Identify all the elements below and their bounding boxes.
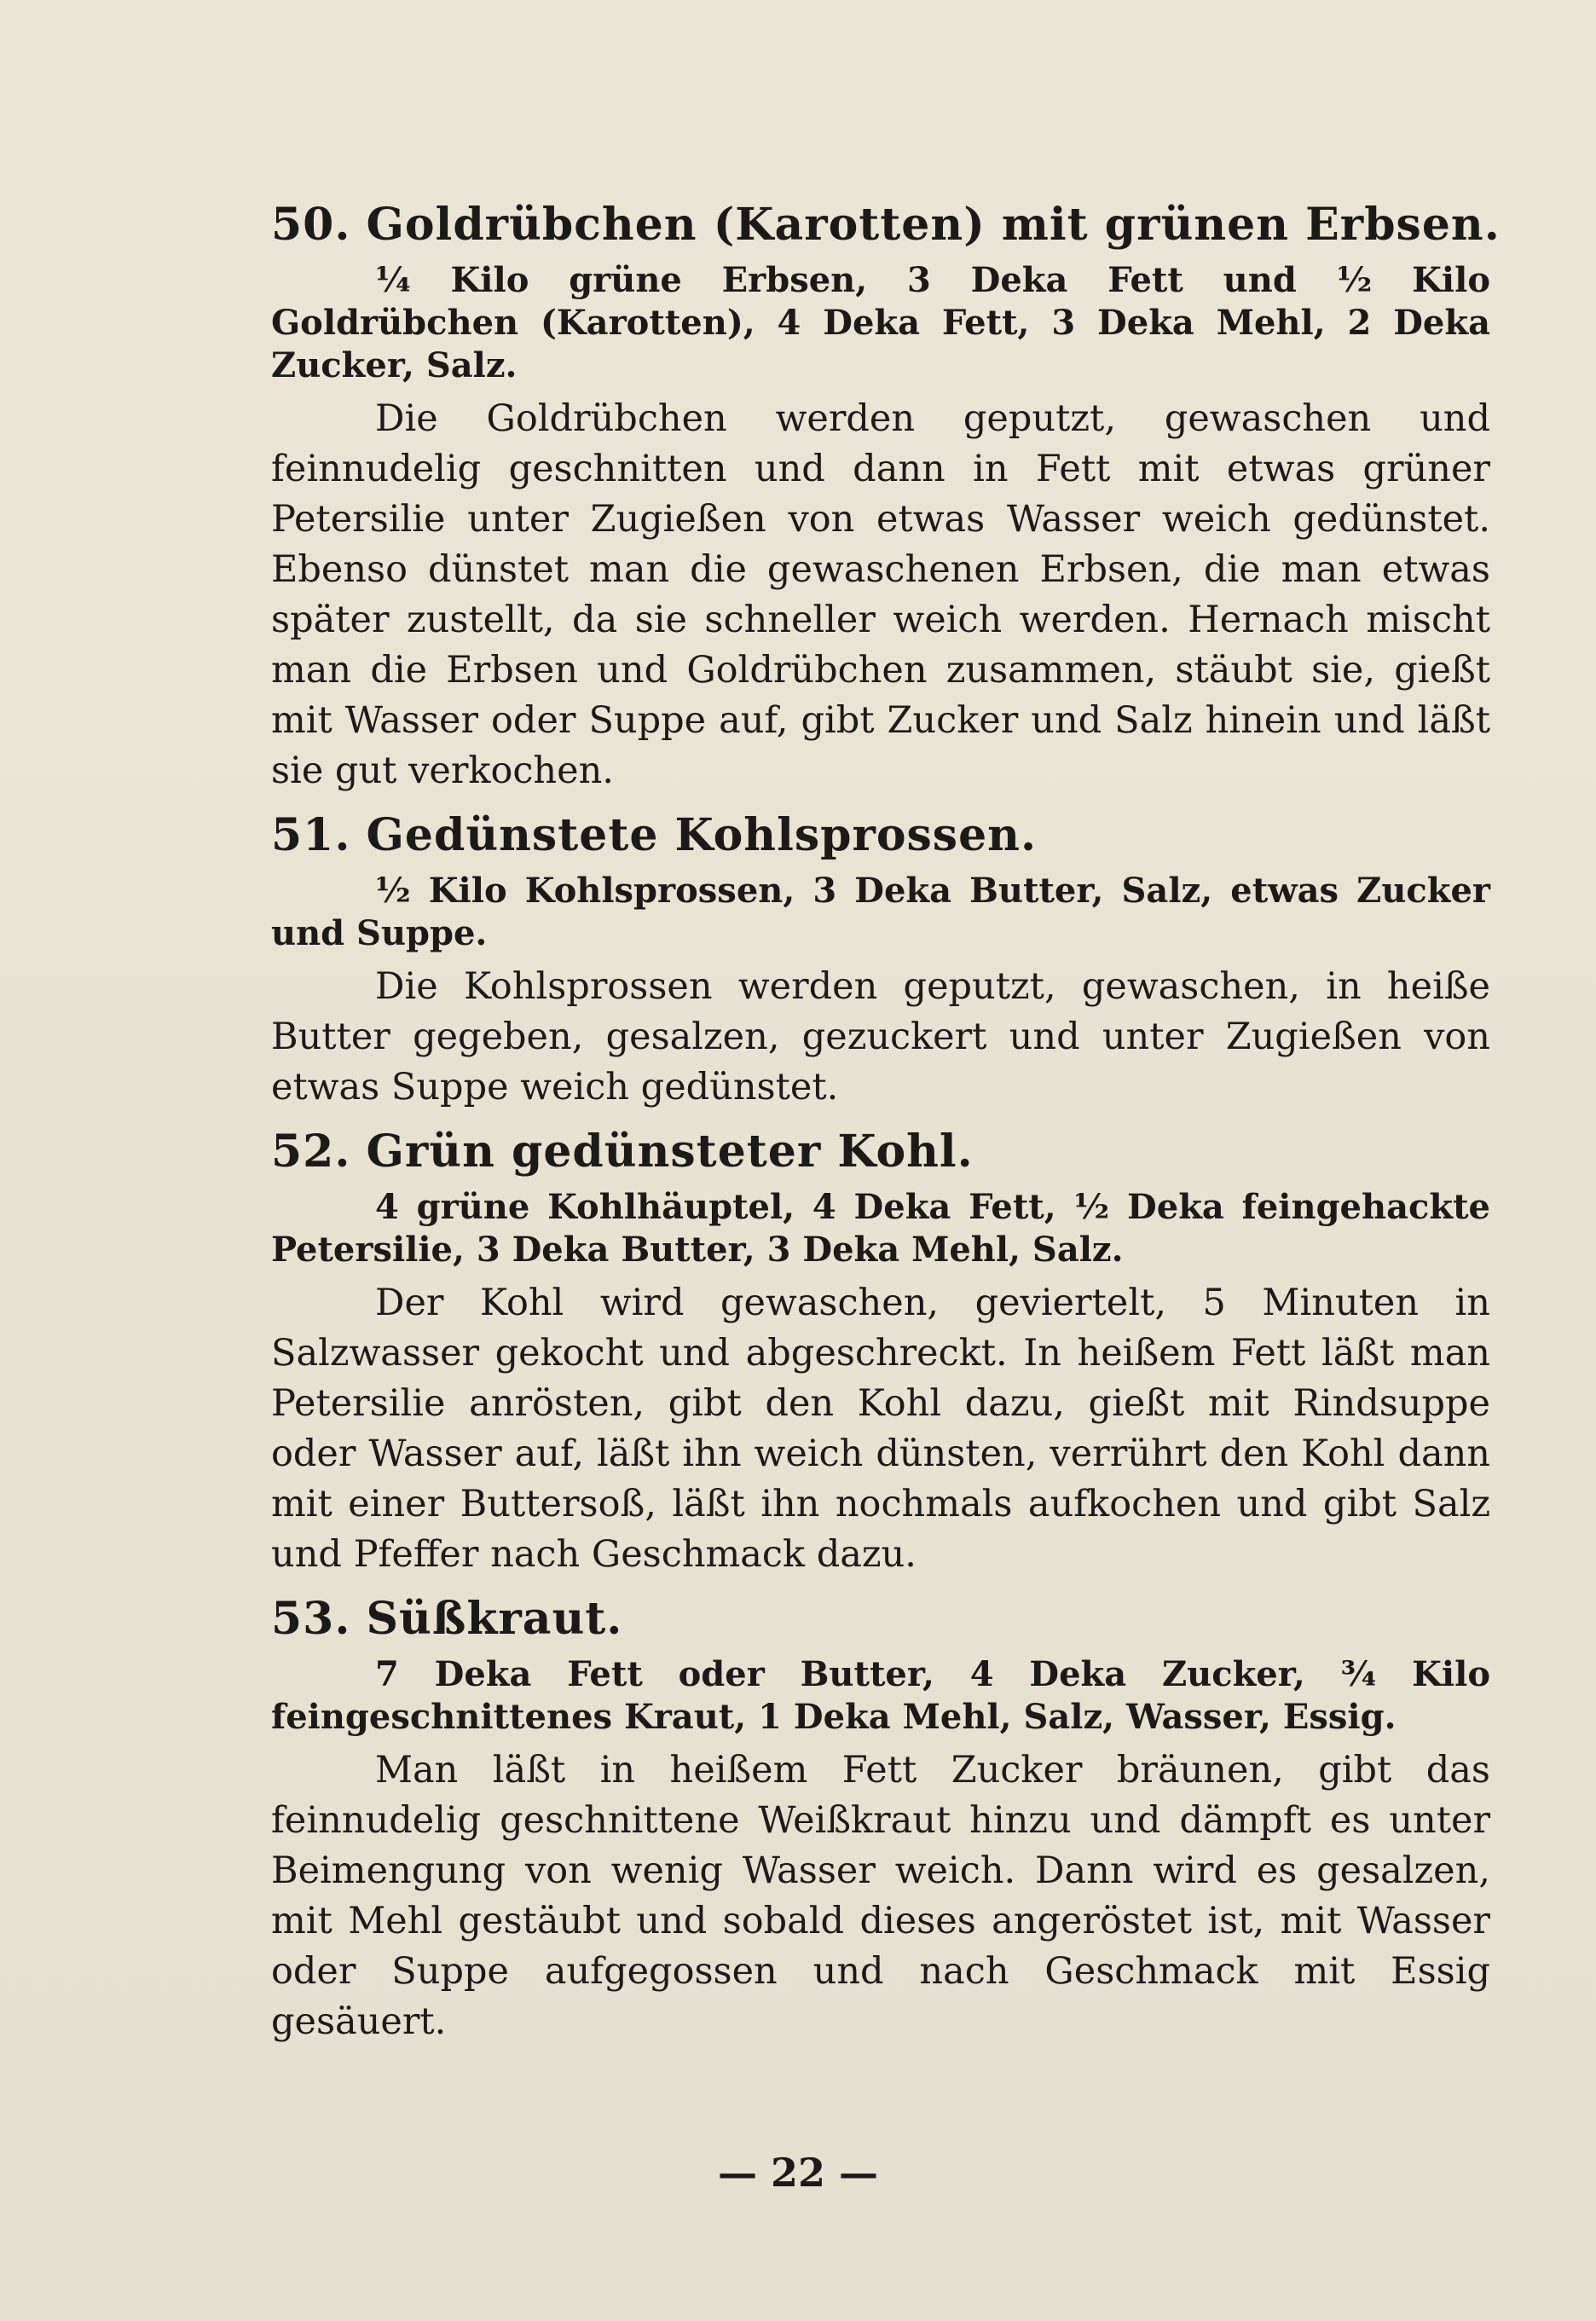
page-number: — 22 — xyxy=(717,2150,879,2196)
recipe-51 xyxy=(271,808,1490,1113)
recipe-ingredients: ½ Kilo Kohlsprossen, 3 Deka Butter, Salz, etwas Zucker und Suppe. xyxy=(271,871,1490,953)
recipe-ingredients: ¼ Kilo grüne Erbsen, 3 Deka Fett und ½ Kilo Goldrübchen (Karotten), 4 Deka Fett, 3 Deka Mehl, 2 Deka Zucker, Salz. xyxy=(271,260,1490,385)
recipe-ingredients: 4 grüne Kohlhäuptel, 4 Deka Fett, ½ Deka feingehackte Petersilie, 3 Deka Butter, 3 Deka Mehl, Salz. xyxy=(271,1187,1490,1270)
recipe-ingredients: 7 Deka Fett oder Butter, 4 Deka Zucker, ¾ Kilo feingeschnittenes Kraut, 1 Deka Mehl, Salz, Wasser, Essig. xyxy=(271,1654,1490,1737)
recipe-title-text: Grün gedünsteter Kohl. xyxy=(366,1126,974,1178)
recipe-number: 51. xyxy=(271,809,351,861)
recipe-number: 53. xyxy=(271,1593,351,1645)
recipe-title-text: Gedünstete Kohlsprossen. xyxy=(366,809,1038,861)
recipe-number: 52. xyxy=(271,1126,351,1178)
recipe-50 xyxy=(271,198,1501,796)
recipe-number: 50. xyxy=(271,199,351,251)
page-content xyxy=(271,198,1501,2059)
recipe-method: Man läßt in heißem Fett Zucker bräunen, gibt das feinnudelig geschnittene Weißkraut hinzu und dämpft es unter Beimengung von wenig Wasser weich. Dann wird es gesalzen, mit Mehl gestäubt und sobald dieses angeröstet ist, mit Wasser oder Suppe aufgegossen und nach Geschmack mit Essig gesäuert. xyxy=(271,1749,1490,2043)
recipe-title xyxy=(271,198,1501,252)
recipe-method: Der Kohl wird gewaschen, geviertelt, 5 Minuten in Salzwasser gekocht und abgeschreckt. In heißem Fett läßt man Petersilie anrösten, gibt den Kohl dazu, gießt mit Rindsuppe oder Wasser auf, läßt ihn weich dünsten, verrührt den Kohl dann mit einer Buttersoß, läßt ihn nochmals aufkochen und gibt Salz und Pfeffer nach Geschmack dazu. xyxy=(271,1282,1490,1576)
recipe-title-text: Goldrübchen (Karotten) mit grünen Erbsen. xyxy=(366,199,1501,251)
recipe-method: Die Goldrübchen werden geputzt, gewaschen und feinnudelig geschnitten und dann in Fett mit etwas grüner Petersilie unter Zugießen von etwas Wasser weich gedünstet. Ebenso dünstet man die gewaschenen Erbsen, die man etwas später zustellt, da sie schneller weich werden. Hernach mischt man die Erbsen und Goldrübchen zusammen, stäubt sie, gießt mit Wasser oder Suppe auf, gibt Zucker und Salz hinein und läßt sie gut verkochen. xyxy=(271,397,1490,792)
recipe-52 xyxy=(271,1125,1490,1580)
recipe-title xyxy=(271,1125,1490,1179)
recipe-title xyxy=(271,1592,1490,1647)
recipe-title-text: Süßkraut. xyxy=(366,1593,623,1645)
recipe-53 xyxy=(271,1592,1490,2047)
recipe-method: Die Kohlsprossen werden geputzt, gewaschen, in heiße Butter gegeben, gesalzen, gezuckert und unter Zugießen von etwas Suppe weich gedünstet. xyxy=(271,965,1490,1108)
recipe-title xyxy=(271,808,1490,863)
